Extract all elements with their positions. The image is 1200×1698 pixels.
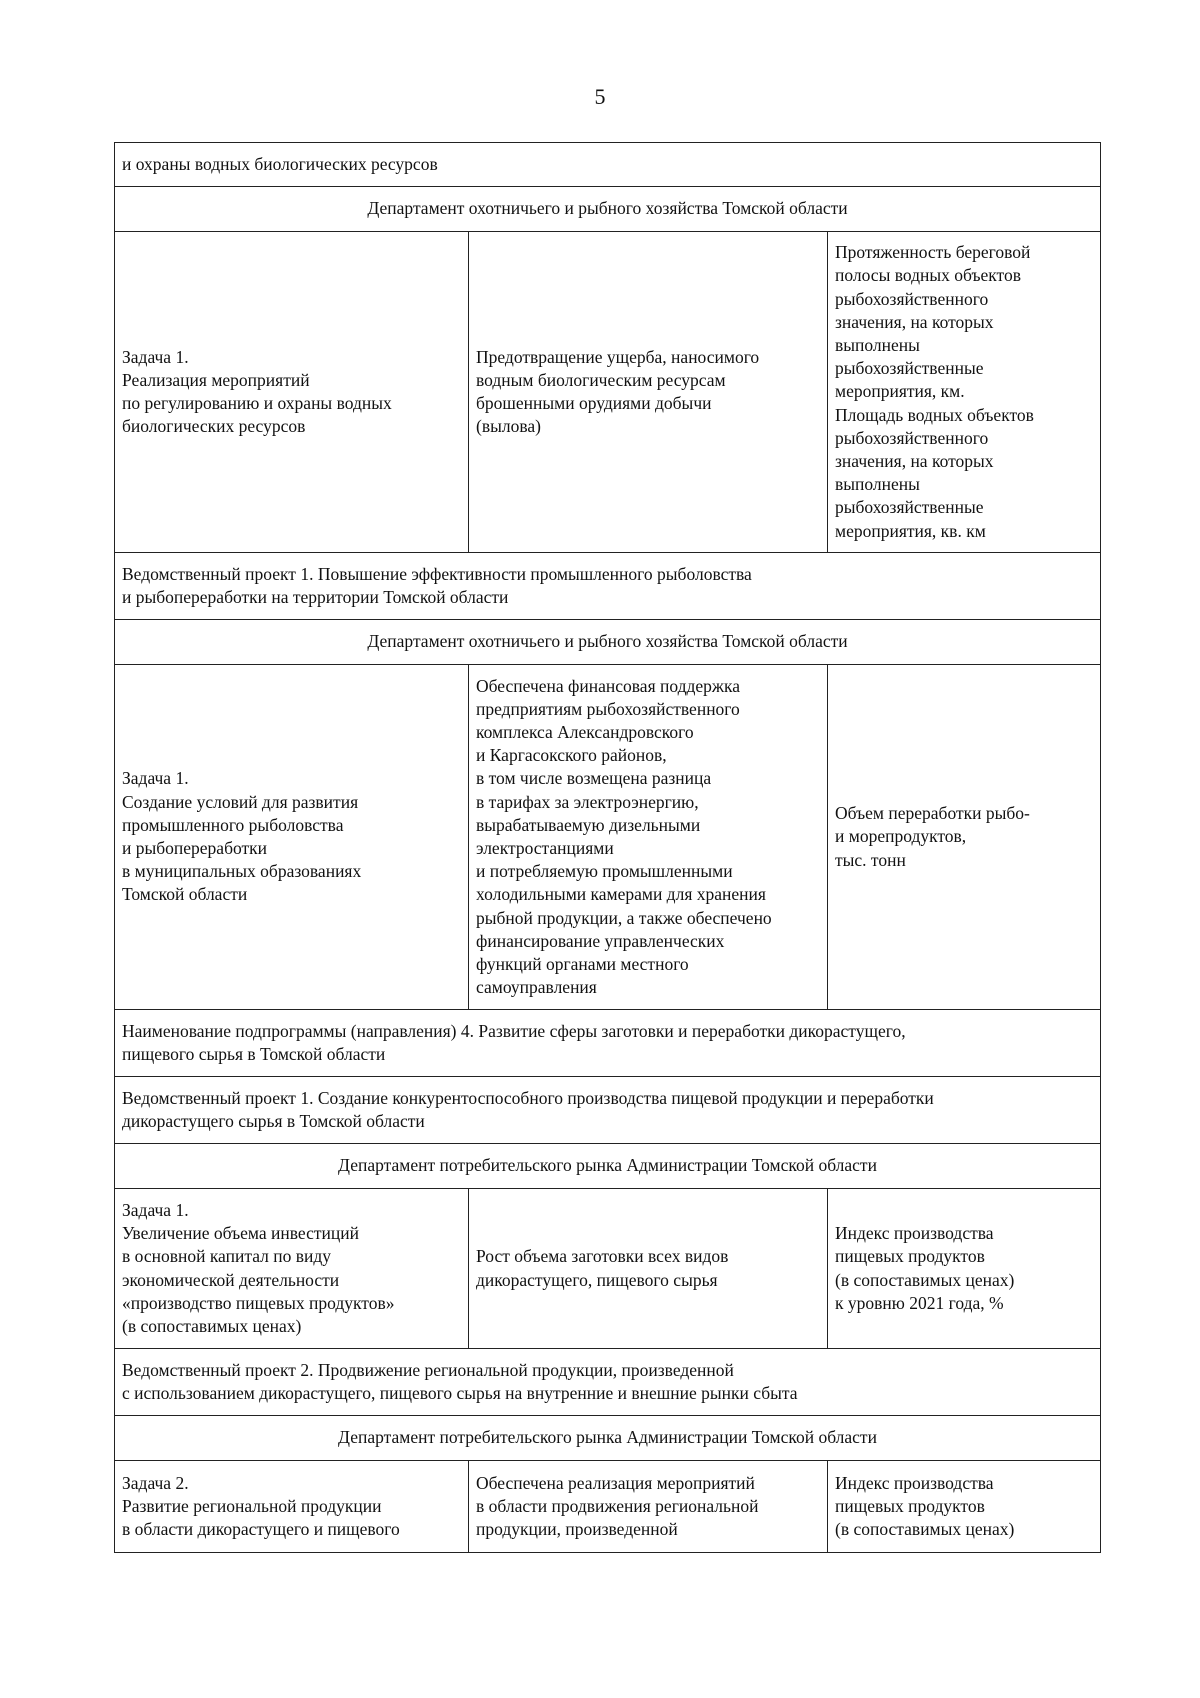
section-continuation: и охраны водных биологических ресурсов — [115, 143, 1101, 187]
indicator-cell: Индекс производства пищевых продуктов (в сопоставимых ценах) — [828, 1461, 1101, 1553]
table-row — [115, 1416, 1101, 1461]
result-cell: Обеспечена реализация мероприятий в области продвижения региональной продукции, произведенной — [469, 1461, 828, 1553]
table-row — [115, 143, 1101, 187]
department-header: Департамент охотничьего и рыбного хозяйства Томской области — [115, 187, 1101, 232]
table-row — [115, 665, 1101, 1010]
table-row — [115, 1144, 1101, 1189]
table-row — [115, 1077, 1101, 1144]
task-cell: Задача 2. Развитие региональной продукции в области дикорастущего и пищевого — [115, 1461, 469, 1553]
indicator-cell: Протяженность береговой полосы водных объектов рыбохозяйственного значения, на которых выполнены рыбохозяйственные мероприятия, км. Площадь водных объектов рыбохозяйственного значения, на которых выполнены рыбохозяйственные мероприятия, кв. км — [828, 232, 1101, 553]
table-row — [115, 620, 1101, 665]
program-table — [114, 142, 1101, 1553]
project-header: Ведомственный проект 2. Продвижение региональной продукции, произведенной с использованием дикорастущего, пищевого сырья на внутренние и внешние рынки сбыта — [115, 1349, 1101, 1416]
indicator-cell: Объем переработки рыбо- и морепродуктов, тыс. тонн — [828, 665, 1101, 1010]
task-cell: Задача 1. Создание условий для развития промышленного рыболовства и рыбопереработки в муниципальных образованиях Томской области — [115, 665, 469, 1010]
indicator-cell: Индекс производства пищевых продуктов (в сопоставимых ценах) к уровню 2021 года, % — [828, 1189, 1101, 1349]
table-row — [115, 1010, 1101, 1077]
table-row — [115, 1189, 1101, 1349]
table-row — [115, 553, 1101, 620]
subprogram-header: Наименование подпрограммы (направления) 4. Развитие сферы заготовки и переработки дикорастущего, пищевого сырья в Томской области — [115, 1010, 1101, 1077]
table-row — [115, 1461, 1101, 1553]
project-header: Ведомственный проект 1. Создание конкурентоспособного производства пищевой продукции и переработки дикорастущего сырья в Томской области — [115, 1077, 1101, 1144]
department-header: Департамент потребительского рынка Администрации Томской области — [115, 1416, 1101, 1461]
table-row — [115, 1349, 1101, 1416]
result-cell: Предотвращение ущерба, наносимого водным биологическим ресурсам брошенными орудиями добычи (вылова) — [469, 232, 828, 553]
task-cell: Задача 1. Реализация мероприятий по регулированию и охраны водных биологических ресурсов — [115, 232, 469, 553]
department-header: Департамент потребительского рынка Администрации Томской области — [115, 1144, 1101, 1189]
page-number: 5 — [594, 84, 606, 109]
table-row — [115, 232, 1101, 553]
task-cell: Задача 1. Увеличение объема инвестиций в основной капитал по виду экономической деятельности «производство пищевых продуктов» (в сопоставимых ценах) — [115, 1189, 469, 1349]
department-header: Департамент охотничьего и рыбного хозяйства Томской области — [115, 620, 1101, 665]
table-row — [115, 187, 1101, 232]
project-header: Ведомственный проект 1. Повышение эффективности промышленного рыболовства и рыбопереработки на территории Томской области — [115, 553, 1101, 620]
result-cell: Обеспечена финансовая поддержка предприятиям рыбохозяйственного комплекса Александровского и Каргасокского районов, в том числе возмещена разница в тарифах за электроэнергию, вырабатываемую дизельными электростанциями и потребляемую промышленными холодильными камерами для хранения рыбной продукции, а также обеспечено финансирование управленческих функций органами местного самоуправления — [469, 665, 828, 1010]
result-cell: Рост объема заготовки всех видов дикорастущего, пищевого сырья — [469, 1189, 828, 1349]
